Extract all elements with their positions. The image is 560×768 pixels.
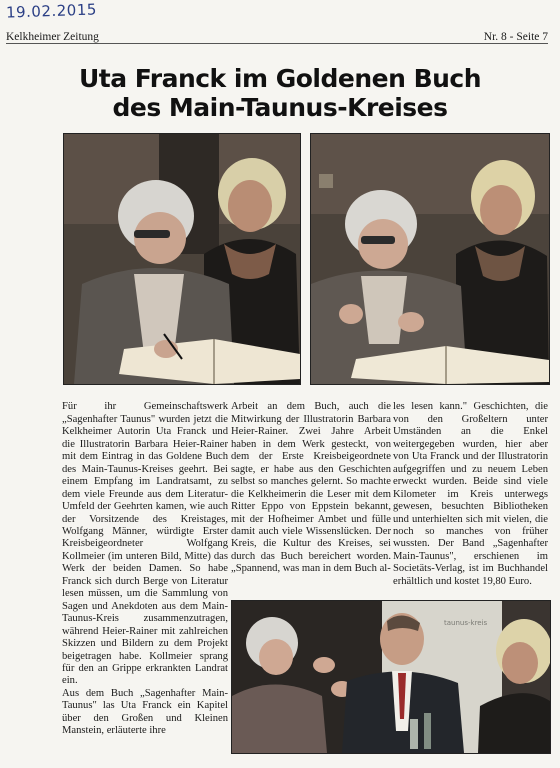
article-headline xyxy=(40,64,520,122)
photo-signing-right xyxy=(310,133,550,385)
handwritten-date: 19.02.2015 xyxy=(5,0,98,22)
headline-line-2: des Main-Taunus-Kreises xyxy=(112,93,448,122)
article-column-1 xyxy=(62,389,228,759)
headline-line-1: Uta Franck im Goldenen Buch xyxy=(78,64,482,93)
article-column-2 xyxy=(231,389,391,599)
newspaper-name: Kelkheimer Zeitung xyxy=(6,31,99,43)
article-column-2-text: Arbeit an dem Buch, auch die Mitwirkung der Illustratorin Barbara Heier-Rainer. Zwei Jahre Arbeit haben in dem Werk gesteckt, von dem der Erste Kreisbeigeordnete sagte, er habe aus den Geschichten selbst so manches gelernt. So machte die Kelkheimerin die Leser mit dem Ritter Eppo von Eppstein bekannt, mit der Hofheimer Ambet und fülle damit auch viele Wissenslücken. Der Kreis, die Kultur des Kreises, sei durch das Buch bereichert worden. „Spannend, was man in dem Buch al- xyxy=(231,401,391,575)
photo-background-banner-text: taunus-kreis xyxy=(444,619,488,627)
issue-number: Nr. 8 - Seite 7 xyxy=(483,31,548,43)
article-column-3 xyxy=(393,389,548,599)
article-column-1-text: Für ihr Gemeinschaftswerk „Sagenhafter Taunus" wurden jetzt die Kelkheimer Autorin Uta Franck und die Illustratorin Barbara Heier-Rainer mit dem Eintrag in das Goldene Buch des Main-Taunus-Kreises geehrt. Bei einem Empfang im Landratsamt, zu dem viele Freunde aus dem Literatur-Umfeld der Geehrten kamen, wie auch der Vorsitzende des Kreistages, Wolfgang Männer, würdigte Erster Kreisbeigeordneter Wolfgang Kollmeier (im unteren Bild, Mitte) das Werk der beiden Damen. So habe Franck sich durch Berge von Literatur lesen müssen, um die Sammlung von Sagen und Anekdoten aus dem Main-Taunus-Kreis zusammenzutragen, während Heier-Rainer mit zahlreichen Skizzen und Bildern zu dem Projekt beigetragen habe. Kollmeier sprang für den an Grippe erkrankten Landrat ein. Aus dem Buch „Sagenhafter Main-Taunus" las Uta Franck ein Kapitel über den Großen und Kleinen Manstein, erläuterte ihre xyxy=(62,401,228,737)
article-column-3-text: les lesen kann." Geschichten, die von den Großeltern unter Umständen an die Enkel weitergegeben wurden, hier aber von Uta Franck und der Illustratorin aufgegriffen und zu neuem Leben erweckt wurden. Beide sind viele Kilometer im Kreis unterwegs gewesen, besuchten Bibliotheken und unterhielten sich mit vielen, die noch so manches von früher wussten. Der Band „Sagenhafter Main-Taunus", erschienen im Societäts-Verlag, ist im Buchhandel erhältlich und kostet 19,80 Euro. xyxy=(393,401,548,587)
masthead xyxy=(6,25,548,44)
photo-reception xyxy=(231,600,551,754)
photo-signing-left xyxy=(63,133,301,385)
